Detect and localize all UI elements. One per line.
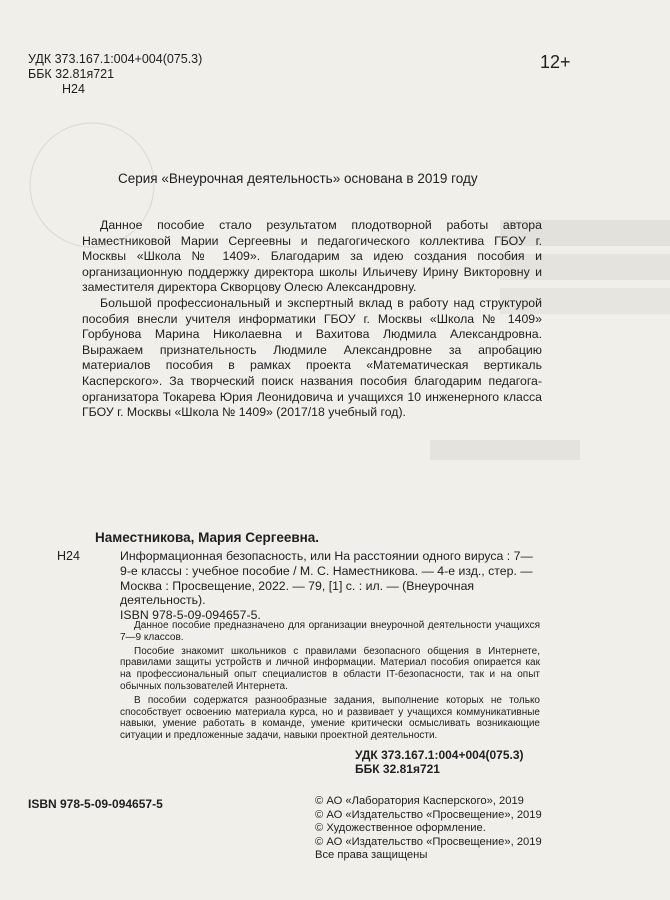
faint-bar-4 <box>430 440 580 460</box>
bbk-code: ББК 32.81я721 <box>28 67 115 81</box>
udk-bottom-block <box>355 748 524 776</box>
series-note: Серия «Внеурочная деятельность» основана в 2019 году <box>118 171 478 186</box>
copyright-line: © Художественное оформление. <box>315 822 486 835</box>
copyright-line: © АО «Издательство «Просвещение», 2019 <box>315 835 542 848</box>
copyright-line: © АО «Лаборатория Касперского», 2019 <box>315 795 524 807</box>
author-sign: Н24 <box>62 82 85 96</box>
acknowledgment-paragraph-1: Данное пособие стало результатом плодотворной работы автора Наместниковой Марии Сергеевны и педагогического коллектива ГБОУ г. Москвы «Школа № 1409». Благодарим за идею создания пособия и организационную поддержку директора школы Ильичеву Ирину Викторовну и заместителя директора Скворцову Олесю Александровну. <box>82 218 542 295</box>
annotation-paragraph-1: Данное пособие предназначено для организации внеурочной деятельности учащихся 7—9 классов. <box>120 620 540 643</box>
bibliography-description: Информационная безопасность, или На расстоянии одного вируса : 7—9-е классы : учебное пособие / М. С. Наместникова. — 4-е изд., стер. — Москва : Просвещение, 2022. — 79, [1] с. : ил. — (Внеурочная деятельность). <box>120 549 533 608</box>
copyright-line: © АО «Издательство «Просвещение», 2019 <box>315 808 542 821</box>
bbk-bottom-code: ББК 32.81я721 <box>355 762 440 776</box>
bibliography-record <box>120 549 540 623</box>
udk-code: УДК 373.167.1:004+004(075.3) <box>28 52 203 66</box>
annotation-paragraph-2: Пособие знакомит школьников с правилами безопасного общения в Интернете, правилами защиты устройств и личной информации. Материал пособия опирается как на профессиональный опыт специалистов в области IT-безопасности, так и на опыт обычных пользователей Интернета. <box>120 645 540 692</box>
udk-block <box>28 52 202 97</box>
annotation <box>120 620 540 744</box>
acknowledgment-paragraph-2: Большой профессиональный и экспертный вклад в работу над структурой пособия внесли учителя информатики ГБОУ г. Москвы «Школа № 1409» Горбунова Марина Николаевна и Вахитова Людмила Александровна. Выражаем признательность Людмиле Александровне за апробацию материалов пособия в рамках проекта «Математическая вертикаль Касперского». За творческий поиск названия пособия благодарим педагога-организатора Токарева Юрия Леонидовича и учащихся 10 инженерного класса ГБОУ г. Москвы «Школа № 1409» (2017/18 учебный год). <box>82 296 542 420</box>
udk-bottom-code: УДК 373.167.1:004+004(075.3) <box>355 748 524 762</box>
bibliography-isbn: ISBN 978-5-09-094657-5. <box>120 608 261 623</box>
annotation-paragraph-3: В пособии содержатся разнообразные задания, выполнение которых не только способствует освоению материала курса, но и развивает у учащихся коммуникативные навыки, умение работать в команде, умение критически осмысливать возникающие ситуации и предложенные задачи, навыки проектной деятельности. <box>120 694 540 742</box>
isbn-bottom: ISBN 978-5-09-094657-5 <box>28 797 163 811</box>
copyright-block <box>315 795 542 863</box>
age-rating: 12+ <box>540 52 571 72</box>
bibliography-author-sign: Н24 <box>57 549 80 563</box>
bibliography-author: Наместникова, Мария Сергеевна. <box>95 530 320 545</box>
rights-reserved: Все права защищены <box>315 849 428 862</box>
